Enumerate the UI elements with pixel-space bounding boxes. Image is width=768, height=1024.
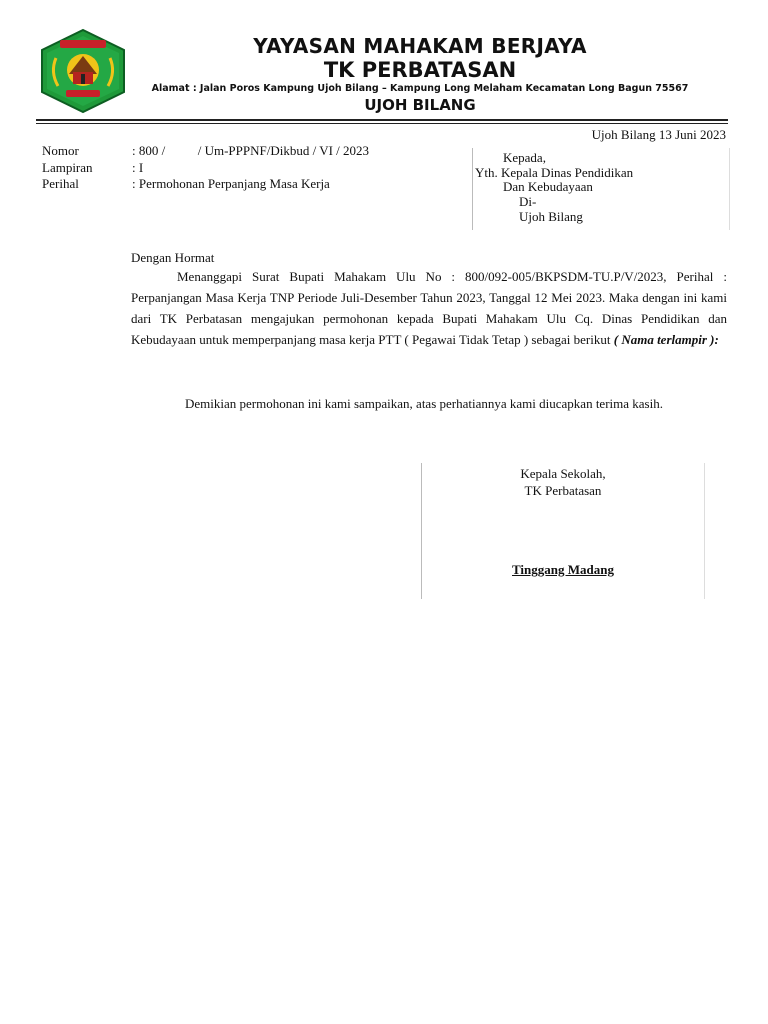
signature-name: Tinggang Madang	[512, 562, 614, 577]
logo-bottom-banner	[66, 90, 100, 97]
recipient-line-1: Kepada,	[503, 150, 546, 165]
letter-date: Ujoh Bilang 13 Juni 2023	[591, 127, 726, 142]
body-paragraph-2: Demikian permohonan ini kami sampaikan, atas perhatiannya kami diucapkan terima kasih.	[185, 396, 663, 411]
body-paragraph-1	[131, 266, 727, 350]
meta-label-perihal: Perihal	[42, 176, 79, 191]
school-name: TK PERBATASAN	[323, 58, 517, 82]
school-logo	[36, 28, 130, 114]
header-rule-thick	[36, 119, 728, 121]
org-name: YAYASAN MAHAKAM BERJAYA	[253, 34, 587, 58]
recipient-line-2: Yth. Kepala Dinas Pendidikan	[475, 165, 634, 180]
body-paragraph-1-text: Menanggapi Surat Bupati Mahakam Ulu No : 800/092-005/BKPSDM-TU.P/V/2023, Perihal : Perpanjangan Masa Kerja TNP Periode Juli-Desember Tahun 2023, Tanggal 12 Mei 2023. Maka dengan ini kami dari TK Perbatasan mengajukan permohonan kepada Bupati Mahakam Ulu Cq. Dinas Pendidikan dan Kebudayaan untuk memperpanjang masa kerja PTT ( Pegawai Tidak Tetap ) sebagai berikut	[131, 269, 727, 347]
meta-value-perihal: : Permohonan Perpanjang Masa Kerja	[132, 176, 330, 191]
recipient-line-4: Di-	[519, 194, 537, 209]
signature-org: TK Perbatasan	[524, 483, 602, 498]
body-paragraph-1-emphasis: ( Nama terlampir ):	[613, 332, 719, 347]
meta-label-lampiran: Lampiran	[42, 160, 93, 175]
recipient-line-3: Dan Kebudayaan	[503, 179, 593, 194]
meta-value-lampiran: : I	[132, 160, 144, 175]
meta-value-nomor: : 800 / / Um-PPPNF/Dikbud / VI / 2023	[132, 143, 370, 158]
meta-label-nomor: Nomor	[42, 143, 79, 158]
recipient-block	[472, 148, 730, 230]
header-rule-thin	[36, 123, 728, 124]
recipient-line-5: Ujoh Bilang	[519, 209, 583, 224]
school-place: UJOH BILANG	[364, 96, 476, 114]
logo-top-banner	[60, 40, 106, 48]
school-address: Alamat : Jalan Poros Kampung Ujoh Bilang – Kampung Long Melaham Kecamatan Long Bagun 75567	[151, 83, 689, 94]
signature-block	[421, 463, 705, 599]
greeting: Dengan Hormat	[131, 250, 215, 265]
signature-title: Kepala Sekolah,	[520, 466, 606, 481]
